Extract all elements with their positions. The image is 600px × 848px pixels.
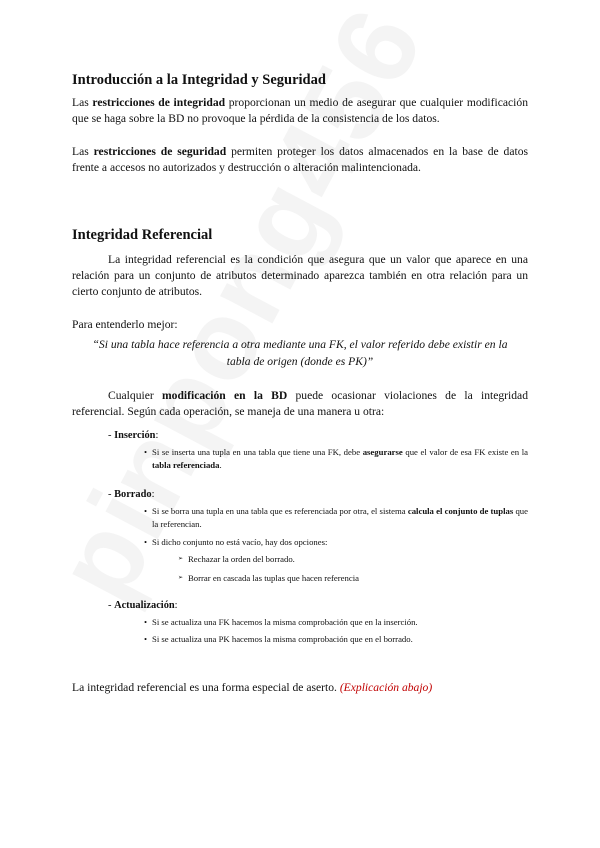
paragraph-closing: La integridad referencial es una forma especial de aserto. (Explicación abajo): [72, 680, 433, 694]
bold-term: restricciones de seguridad: [93, 144, 227, 158]
note-link: (Explicación abajo): [339, 680, 433, 694]
bold-term: modificación en la BD: [161, 389, 288, 403]
insercion-list: [72, 446, 528, 472]
document-content: [72, 72, 528, 696]
borrado-list: [72, 505, 528, 549]
option-item: ➢ Borrar en cascada las tuplas que hacen referencia: [182, 572, 528, 585]
list-item: • Si dicho conjunto no está vacío, hay dos opciones:: [146, 536, 528, 549]
paragraph-integrity: Las restricciones de integridad proporcionan un medio de asegurar que cualquier modificación que se haga sobre la BD no provoque la pérdida de la consistencia de los datos.: [72, 96, 528, 126]
subheading-insercion: - Inserción:: [108, 429, 159, 441]
paragraph-security: Las restricciones de seguridad permiten proteger los datos almacenados en la base de datos frente a accesos no autorizados y destrucción o alteración malintencionada.: [72, 144, 529, 175]
subheading-actualizacion: - Actualización:: [108, 599, 178, 611]
list-item: • Si se actualiza una PK hacemos la misma comprobación que en el borrado.: [146, 633, 528, 646]
option-item: ➢ Rechazar la orden del borrado.: [182, 553, 528, 566]
list-item: • Si se actualiza una FK hacemos la misma comprobación que en la inserción.: [146, 616, 528, 629]
list-item: • Si se inserta una tupla en una tabla que tiene una FK, debe asegurarse que el valor de esa FK existe en la tabla referenciada.: [146, 446, 528, 472]
list-item: • Si se borra una tupla en una tabla que es referenciada por otra, el sistema calcula el conjunto de tuplas que la referencian.: [146, 505, 528, 531]
paragraph-intro: Para entenderlo mejor:: [72, 317, 178, 331]
quote-block: “Si una tabla hace referencia a otra mediante una FK, el valor referido debe existir en la tabla de origen (donde es PK)”: [92, 338, 508, 368]
bold-term: restricciones de integridad: [92, 96, 226, 109]
borrado-options-list: [72, 553, 528, 585]
subheading-borrado: - Borrado:: [108, 488, 155, 500]
section-title-referential: Integridad Referencial: [72, 226, 213, 243]
paragraph-modifications: Cualquier modificación en la BD puede ocasionar violaciones de la integridad referencial. Según cada operación, se maneja de una manera u otra:: [72, 389, 528, 419]
actualizacion-list: [72, 616, 528, 646]
section-title-intro: Introducción a la Integridad y Seguridad: [72, 72, 326, 88]
paragraph-referential-definition: La integridad referencial es la condición que asegura que un valor que aparece en una relación para un conjunto de atributos determinado aparezca también en otra relación para un cierto conjunto de atributos.: [72, 252, 528, 299]
